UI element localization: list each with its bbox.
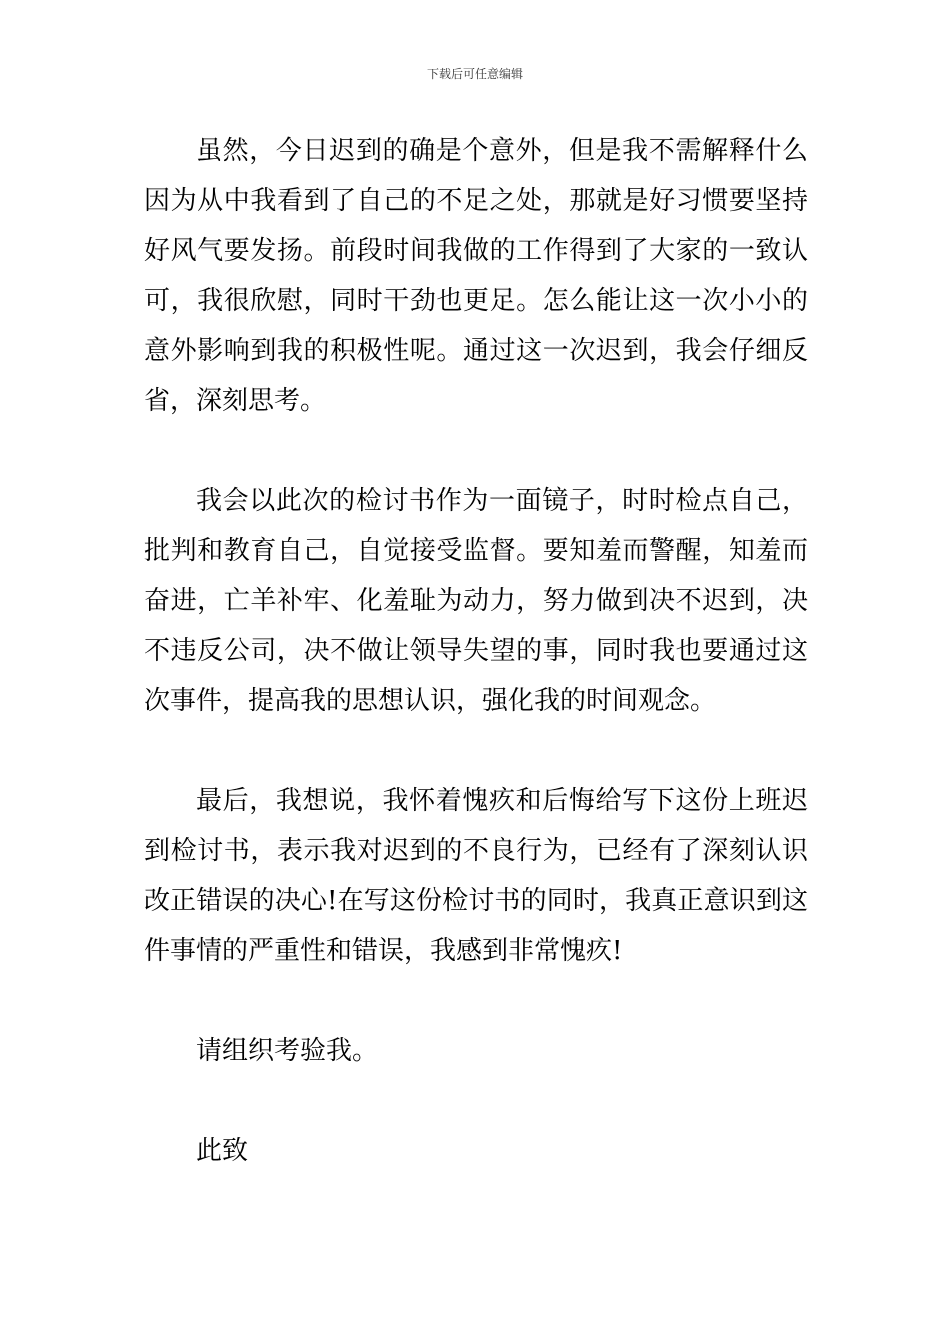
paragraph-3: 最后，我想说，我怀着愧疚和后悔给写下这份上班迟到检讨书，表示我对迟到的不良行为，已经有了深刻认识改正错误的决心!在写这份检讨书的同时，我真正意识到这件事情的严重性和错误，我感到非常愧疚! [144, 786, 808, 966]
paragraph-1: 虽然，今日迟到的确是个意外，但是我不需解释什么因为从中我看到了自己的不足之处，那就是好习惯要坚持好风气要发扬。前段时间我做的工作得到了大家的一致认可，我很欣慰，同时干劲也更足。怎么能让这一次小小的意外影响到我的积极性呢。通过这一次迟到，我会仔细反省，深刻思考。 [144, 136, 808, 416]
header-note: 下载后可任意编辑 [426, 67, 523, 81]
paragraph-4: 请组织考验我。 [196, 1036, 379, 1066]
document-body [144, 126, 808, 1176]
paragraph-5: 此致 [196, 1136, 249, 1166]
paragraph-2: 我会以此次的检讨书作为一面镜子，时时检点自己，批判和教育自己，自觉接受监督。要知羞而警醒，知羞而奋进，亡羊补牢、化羞耻为动力，努力做到决不迟到，决不违反公司，决不做让领导失望的事，同时我也要通过这次事件，提高我的思想认识，强化我的时间观念。 [144, 486, 808, 716]
